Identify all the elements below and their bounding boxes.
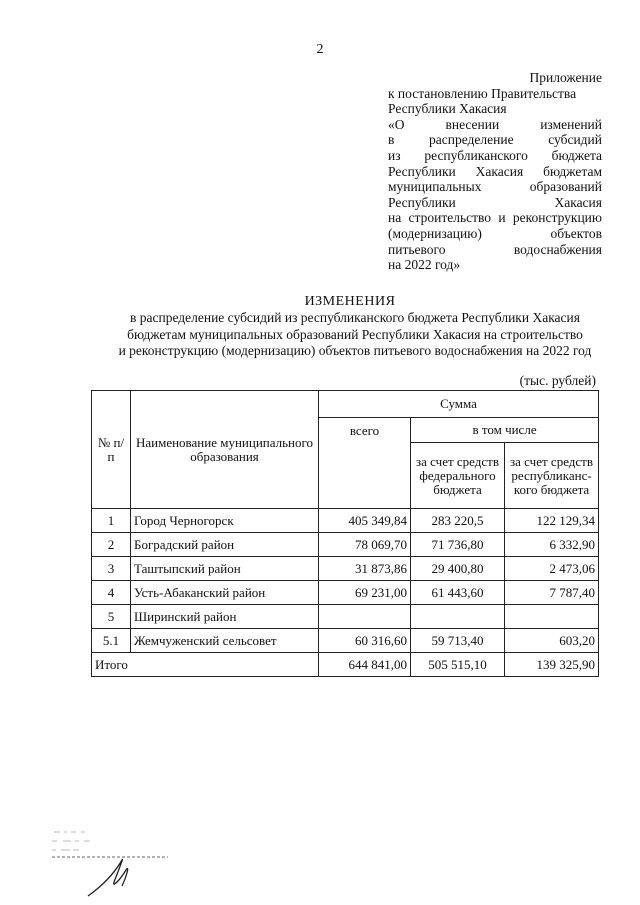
appendix-line: из республиканского бюджета — [388, 147, 602, 163]
row-name: Усть-Абаканский район — [131, 581, 319, 605]
appendix-line: (модернизацию) объектов — [388, 225, 602, 241]
subsidy-table — [91, 390, 599, 677]
row-republic: 7 787,40 — [505, 581, 599, 605]
header-sum: Сумма — [319, 391, 599, 418]
row-federal — [411, 605, 505, 629]
header-federal: за счет средств федерального бюджета — [411, 443, 505, 509]
row-name: Боградский район — [131, 533, 319, 557]
row-total: 60 316,60 — [319, 629, 411, 653]
row-federal: 29 400,80 — [411, 557, 505, 581]
table-row — [92, 605, 599, 629]
appendix-line: на 2022 год» — [388, 257, 461, 273]
row-num: 4 — [92, 581, 131, 605]
totals-label: Итого — [92, 653, 319, 677]
units-label: (тыс. рублей) — [519, 373, 596, 388]
page-number: 2 — [316, 42, 324, 57]
header-republic: за счет средств республиканс-кого бюджета — [505, 443, 599, 509]
row-republic — [505, 605, 599, 629]
signature-mark — [40, 810, 180, 900]
row-republic: 603,20 — [505, 629, 599, 653]
totals-total: 644 841,00 — [319, 653, 411, 677]
row-republic: 122 129,34 — [505, 509, 599, 533]
row-num: 5.1 — [92, 629, 131, 653]
subtitle-line: бюджетам муниципальных образований Республики Хакасия на строительство — [127, 326, 583, 342]
subtitle-line: и реконструкцию (модернизацию) объектов питьевого водоснабжения на 2022 год — [118, 343, 592, 359]
header-num: № п/п — [92, 391, 131, 509]
row-total — [319, 605, 411, 629]
row-total: 69 231,00 — [319, 581, 411, 605]
row-num: 1 — [92, 509, 131, 533]
header-including: в том числе — [411, 418, 599, 443]
appendix-line: Республики Хакасия — [388, 194, 602, 210]
row-num: 5 — [92, 605, 131, 629]
row-name: Город Черногорск — [131, 509, 319, 533]
document-title: ИЗМЕНЕНИЯ — [304, 294, 396, 309]
row-federal: 59 713,40 — [411, 629, 505, 653]
header-total: всего — [319, 418, 411, 509]
row-federal: 283 220,5 — [411, 509, 505, 533]
row-republic: 6 332,90 — [505, 533, 599, 557]
row-total: 31 873,86 — [319, 557, 411, 581]
document-subtitle — [90, 310, 620, 360]
row-name: Ширинский район — [131, 605, 319, 629]
row-num: 2 — [92, 533, 131, 557]
appendix-block — [388, 70, 602, 273]
row-republic: 2 473,06 — [505, 557, 599, 581]
row-total: 405 349,84 — [319, 509, 411, 533]
header-name: Наименование муниципального образования — [131, 391, 319, 509]
appendix-line: «О внесении изменений — [388, 116, 602, 132]
totals-republic: 139 325,90 — [505, 653, 599, 677]
row-total: 78 069,70 — [319, 533, 411, 557]
totals-row — [92, 653, 599, 677]
row-name: Таштыпский район — [131, 557, 319, 581]
totals-federal: 505 515,10 — [411, 653, 505, 677]
row-num: 3 — [92, 557, 131, 581]
appendix-line: на строительство и реконструкцию — [388, 210, 602, 226]
table-row — [92, 533, 599, 557]
row-federal: 61 443,60 — [411, 581, 505, 605]
appendix-line: к постановлению Правительства — [388, 85, 577, 101]
appendix-line: муниципальных образований — [388, 179, 602, 195]
appendix-line: Республики Хакасия бюджетам — [388, 163, 602, 179]
table-row — [92, 557, 599, 581]
row-federal: 71 736,80 — [411, 533, 505, 557]
row-name: Жемчуженский сельсовет — [131, 629, 319, 653]
table-row — [92, 509, 599, 533]
table-row — [92, 629, 599, 653]
subtitle-line: в распределение субсидий из республиканского бюджета Республики Хакасия — [130, 310, 580, 325]
appendix-line: питьевого водоснабжения — [388, 241, 602, 257]
appendix-line: Республики Хакасия — [388, 101, 507, 117]
appendix-line: Приложение — [529, 70, 602, 85]
table-row — [92, 581, 599, 605]
appendix-line: в распределение субсидий — [388, 132, 602, 148]
